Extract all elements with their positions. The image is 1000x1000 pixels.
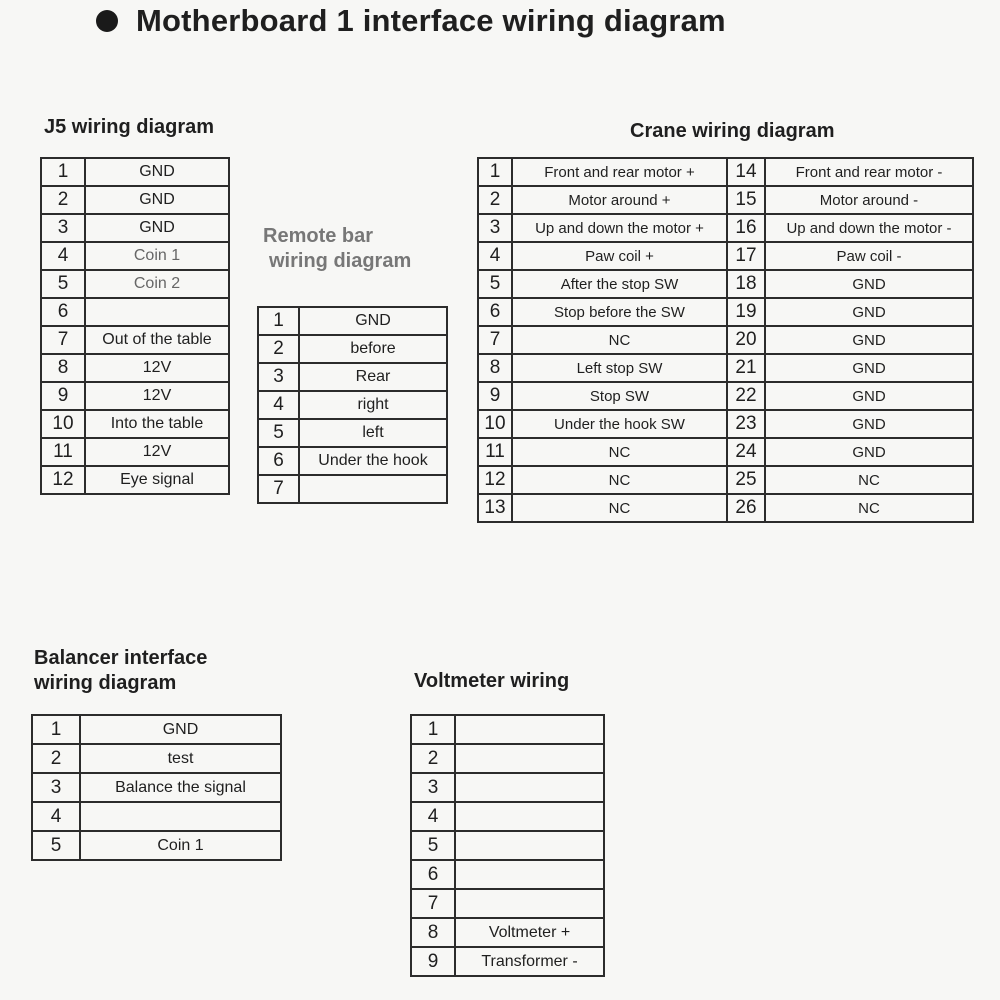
voltmeter-pin-number: 1 [411,715,455,744]
crane-pin-label: NC [512,466,727,494]
crane-pin-label: GND [765,270,973,298]
j5-pin-label: GND [85,214,229,242]
j5-pin-number: 3 [41,214,85,242]
j5-row [41,326,229,354]
remote-row [258,307,447,335]
remote-table [257,306,448,504]
j5-pin-number: 1 [41,158,85,186]
remote-pin-label [299,475,447,503]
j5-row [41,466,229,494]
voltmeter-pin-number: 2 [411,744,455,773]
crane-pin-label: Motor around - [765,186,973,214]
voltmeter-pin-label [455,802,604,831]
voltmeter-row [411,744,604,773]
j5-pin-number: 2 [41,186,85,214]
crane-pin-label: Up and down the motor - [765,214,973,242]
crane-pin-label: After the stop SW [512,270,727,298]
j5-pin-label: Into the table [85,410,229,438]
balancer-pin-label: GND [80,715,281,744]
remote-row [258,335,447,363]
crane-pin-label: GND [765,382,973,410]
balancer-pin-number: 4 [32,802,80,831]
voltmeter-row [411,715,604,744]
voltmeter-pin-label [455,773,604,802]
crane-pin-label: Front and rear motor - [765,158,973,186]
j5-pin-label: 12V [85,438,229,466]
crane-pin-label: Front and rear motor + [512,158,727,186]
crane-pin-number: 3 [478,214,512,242]
balancer-row [32,744,281,773]
crane-row [478,242,973,270]
voltmeter-pin-number: 4 [411,802,455,831]
crane-pin-number: 11 [478,438,512,466]
remote-pin-label: Rear [299,363,447,391]
crane-pin-label: Left stop SW [512,354,727,382]
j5-pin-label: Coin 2 [85,270,229,298]
crane-pin-label: GND [765,438,973,466]
voltmeter-row [411,802,604,831]
remote-pin-number: 4 [258,391,299,419]
crane-pin-label: Paw coil - [765,242,973,270]
crane-row [478,326,973,354]
voltmeter-row [411,773,604,802]
crane-pin-label: Motor around + [512,186,727,214]
balancer-heading-line1: Balancer interface [34,647,208,669]
crane-row [478,298,973,326]
balancer-pin-label: Coin 1 [80,831,281,860]
j5-pin-label: GND [85,186,229,214]
balancer-row [32,802,281,831]
crane-row [478,494,973,522]
crane-pin-label: GND [765,410,973,438]
voltmeter-pin-label [455,744,604,773]
j5-pin-label: GND [85,158,229,186]
crane-row [478,214,973,242]
crane-pin-number: 14 [727,158,765,186]
crane-pin-number: 21 [727,354,765,382]
crane-row [478,186,973,214]
crane-pin-number: 6 [478,298,512,326]
crane-pin-number: 19 [727,298,765,326]
j5-row [41,158,229,186]
crane-pin-label: NC [512,494,727,522]
j5-row [41,438,229,466]
crane-pin-number: 23 [727,410,765,438]
crane-pin-number: 2 [478,186,512,214]
crane-pin-number: 10 [478,410,512,438]
remote-row [258,363,447,391]
crane-pin-label: NC [512,438,727,466]
j5-table [40,157,230,495]
crane-row [478,410,973,438]
bullet-icon [96,10,118,32]
crane-pin-label: GND [765,354,973,382]
remote-pin-label: left [299,419,447,447]
j5-pin-number: 8 [41,354,85,382]
balancer-pin-label: Balance the signal [80,773,281,802]
remote-row [258,447,447,475]
remote-heading-line1: Remote bar [263,225,374,247]
remote-row [258,419,447,447]
remote-pin-number: 6 [258,447,299,475]
crane-pin-number: 5 [478,270,512,298]
crane-row [478,438,973,466]
remote-pin-label: before [299,335,447,363]
voltmeter-pin-label: Voltmeter + [455,918,604,947]
j5-pin-label: Out of the table [85,326,229,354]
crane-row [478,382,973,410]
crane-pin-number: 26 [727,494,765,522]
crane-pin-label: NC [765,466,973,494]
crane-row [478,466,973,494]
remote-row [258,475,447,503]
crane-pin-number: 9 [478,382,512,410]
balancer-row [32,773,281,802]
j5-pin-number: 12 [41,466,85,494]
voltmeter-row [411,889,604,918]
crane-pin-number: 22 [727,382,765,410]
voltmeter-pin-number: 8 [411,918,455,947]
voltmeter-pin-number: 5 [411,831,455,860]
remote-heading-line2: wiring diagram [269,250,412,272]
voltmeter-row [411,860,604,889]
voltmeter-row [411,831,604,860]
j5-pin-number: 7 [41,326,85,354]
voltmeter-heading: Voltmeter wiring [414,670,570,692]
crane-pin-number: 7 [478,326,512,354]
j5-heading: J5 wiring diagram [44,116,215,138]
j5-row [41,242,229,270]
j5-pin-number: 4 [41,242,85,270]
voltmeter-pin-number: 7 [411,889,455,918]
crane-pin-number: 4 [478,242,512,270]
crane-pin-label: NC [765,494,973,522]
j5-row [41,382,229,410]
j5-pin-label: 12V [85,382,229,410]
voltmeter-pin-number: 9 [411,947,455,976]
crane-heading: Crane wiring diagram [630,120,835,142]
j5-pin-number: 6 [41,298,85,326]
voltmeter-pin-label [455,715,604,744]
crane-row [478,158,973,186]
crane-pin-label: Paw coil + [512,242,727,270]
crane-pin-number: 8 [478,354,512,382]
crane-pin-number: 1 [478,158,512,186]
voltmeter-pin-label [455,860,604,889]
remote-pin-number: 7 [258,475,299,503]
crane-pin-label: Under the hook SW [512,410,727,438]
crane-pin-label: Stop SW [512,382,727,410]
crane-table [477,157,974,523]
balancer-pin-number: 2 [32,744,80,773]
j5-pin-number: 5 [41,270,85,298]
balancer-pin-number: 1 [32,715,80,744]
remote-pin-number: 3 [258,363,299,391]
crane-pin-label: NC [512,326,727,354]
crane-pin-label: Stop before the SW [512,298,727,326]
crane-pin-number: 17 [727,242,765,270]
voltmeter-pin-label: Transformer - [455,947,604,976]
voltmeter-row [411,947,604,976]
crane-pin-number: 20 [727,326,765,354]
remote-pin-label: right [299,391,447,419]
page-title [96,3,726,39]
j5-row [41,410,229,438]
j5-row [41,214,229,242]
j5-pin-label [85,298,229,326]
remote-pin-number: 1 [258,307,299,335]
page-title-text: Motherboard 1 interface wiring diagram [136,3,726,38]
voltmeter-row [411,918,604,947]
j5-pin-label: Eye signal [85,466,229,494]
crane-pin-number: 12 [478,466,512,494]
remote-row [258,391,447,419]
balancer-pin-number: 5 [32,831,80,860]
voltmeter-table [410,714,605,977]
remote-pin-label: Under the hook [299,447,447,475]
voltmeter-pin-number: 6 [411,860,455,889]
crane-pin-number: 24 [727,438,765,466]
voltmeter-pin-number: 3 [411,773,455,802]
j5-pin-number: 11 [41,438,85,466]
j5-row [41,298,229,326]
crane-pin-number: 15 [727,186,765,214]
voltmeter-pin-label [455,889,604,918]
j5-row [41,186,229,214]
crane-pin-label: GND [765,326,973,354]
balancer-heading-line2: wiring diagram [34,672,177,694]
balancer-row [32,715,281,744]
crane-pin-label: GND [765,298,973,326]
crane-pin-number: 25 [727,466,765,494]
j5-pin-label: 12V [85,354,229,382]
crane-pin-number: 16 [727,214,765,242]
j5-row [41,270,229,298]
crane-pin-label: Up and down the motor + [512,214,727,242]
j5-row [41,354,229,382]
remote-pin-label: GND [299,307,447,335]
voltmeter-pin-label [455,831,604,860]
crane-row [478,270,973,298]
balancer-table [31,714,282,861]
remote-pin-number: 5 [258,419,299,447]
balancer-pin-number: 3 [32,773,80,802]
balancer-pin-label: test [80,744,281,773]
crane-pin-number: 13 [478,494,512,522]
j5-pin-label: Coin 1 [85,242,229,270]
crane-row [478,354,973,382]
crane-pin-number: 18 [727,270,765,298]
remote-pin-number: 2 [258,335,299,363]
balancer-pin-label [80,802,281,831]
j5-pin-number: 9 [41,382,85,410]
j5-pin-number: 10 [41,410,85,438]
balancer-row [32,831,281,860]
